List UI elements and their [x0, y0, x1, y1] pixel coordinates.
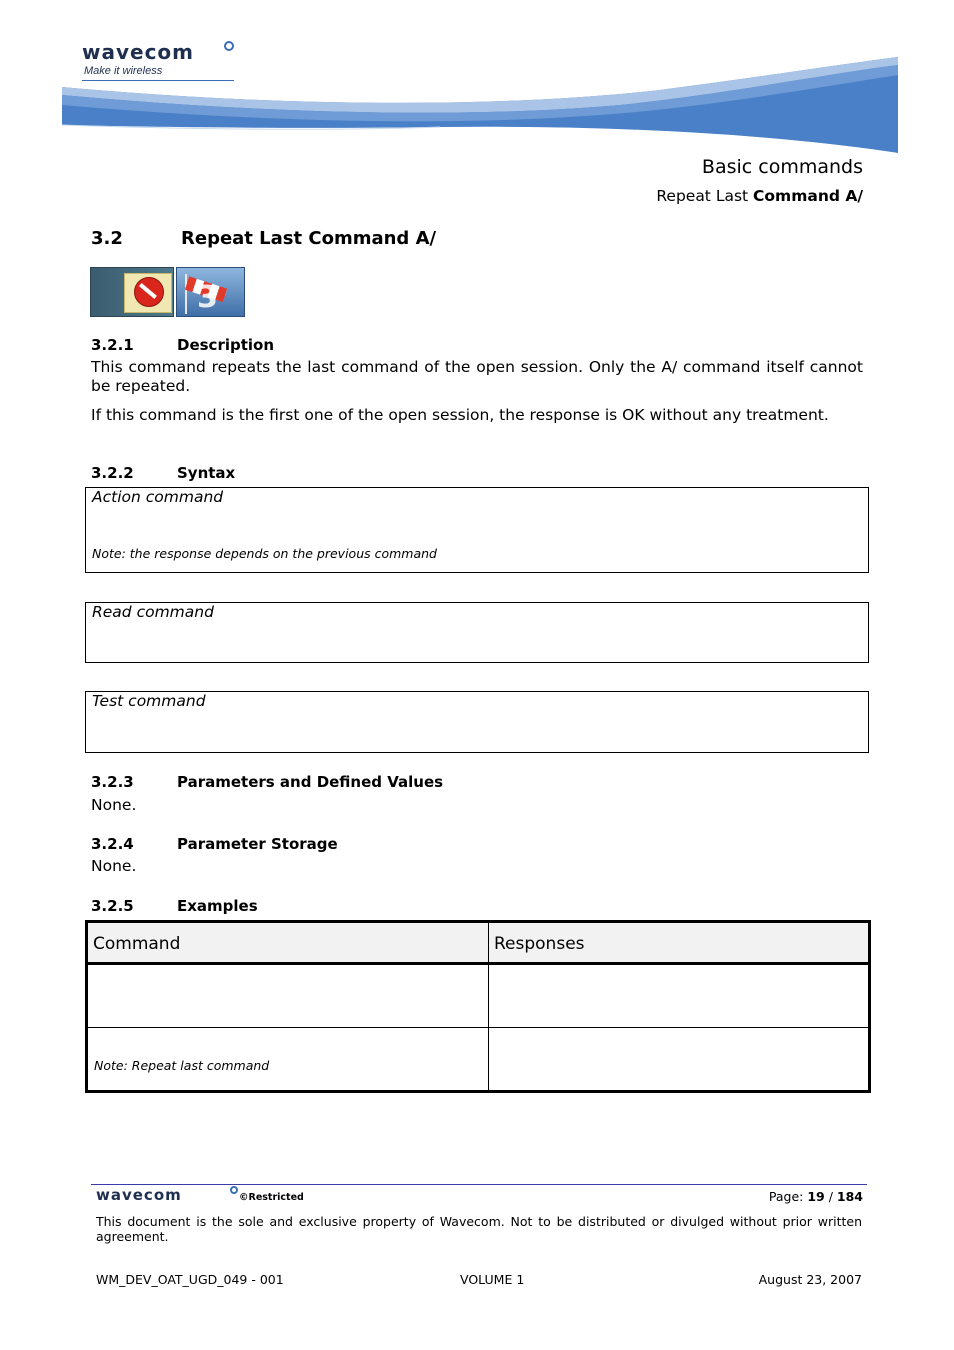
subsection-title-description: Description	[177, 336, 275, 354]
running-header-section-prefix: Repeat Last	[656, 187, 754, 205]
subsection-number-description: 3.2.1	[91, 336, 134, 354]
examples-cell-command-1	[87, 964, 489, 1028]
section-number: 3.2	[91, 228, 123, 249]
footer-brand-name: wavecom	[96, 1186, 182, 1204]
footer-page-separator: /	[824, 1189, 837, 1204]
footer-restricted: ©Restricted	[239, 1192, 304, 1203]
examples-header-responses-label: Responses	[494, 934, 585, 954]
windsock-icon	[176, 267, 245, 317]
examples-header-row	[87, 922, 870, 964]
parameters-text: None.	[91, 796, 137, 814]
examples-note: Note: Repeat last command	[94, 1058, 270, 1073]
test-command-box	[85, 691, 869, 753]
footer-page-label: Page:	[768, 1189, 808, 1204]
subsection-title-syntax: Syntax	[177, 464, 236, 482]
action-command-label: Action command	[92, 488, 224, 506]
read-command-box	[85, 602, 869, 663]
subsection-number-examples: 3.2.5	[91, 897, 134, 915]
no-entry-icon	[90, 267, 174, 317]
footer-volume: VOLUME 1	[460, 1272, 525, 1287]
subsection-number-storage: 3.2.4	[91, 835, 134, 853]
subsection-title-examples: Examples	[177, 897, 258, 915]
examples-header-command-label: Command	[93, 934, 181, 954]
examples-cell-response-2	[489, 1028, 870, 1092]
subsection-title-storage: Parameter Storage	[177, 835, 338, 853]
storage-text: None.	[91, 857, 137, 875]
running-header-section-bold: Command A/	[753, 187, 863, 205]
subsection-title-parameters: Parameters and Defined Values	[177, 773, 444, 791]
examples-cell-response-1	[489, 964, 870, 1028]
test-command-label: Test command	[92, 692, 206, 710]
description-paragraph-1: This command repeats the last command of the open session. Only the A/ command itself cannot be repeated.	[91, 358, 863, 395]
header-wave	[60, 55, 900, 155]
table-row	[87, 1028, 870, 1092]
examples-table	[85, 920, 871, 1093]
subsection-number-parameters: 3.2.3	[91, 773, 134, 791]
footer-brand-swirl-icon	[230, 1186, 238, 1194]
brand-swirl-icon	[224, 41, 234, 51]
read-command-label: Read command	[92, 603, 214, 621]
footer-date: August 23, 2007	[758, 1272, 862, 1287]
footer-notice: This document is the sole and exclusive property of Wavecom. Not to be distributed or divulged without prior written agreement.	[96, 1214, 862, 1244]
footer-rule	[91, 1184, 867, 1185]
action-command-note: Note: the response depends on the previous command	[92, 546, 437, 561]
description-paragraph-2: If this command is the first one of the open session, the response is OK without any treatment.	[91, 406, 829, 424]
action-command-box	[85, 487, 869, 573]
running-header-chapter: Basic commands	[701, 156, 863, 178]
section-title: Repeat Last Command A/	[181, 228, 437, 249]
examples-header-command	[87, 922, 489, 964]
footer-page	[769, 1189, 863, 1204]
footer-doc-ref: WM_DEV_OAT_UGD_049 - 001	[96, 1272, 284, 1287]
subsection-number-syntax: 3.2.2	[91, 464, 134, 482]
windsock-digit: 3	[197, 280, 218, 315]
footer-page-current: 19	[807, 1189, 825, 1204]
table-row	[87, 964, 870, 1028]
examples-header-responses	[489, 922, 870, 964]
brand-name: wavecom	[82, 40, 195, 64]
brand-tagline: Make it wireless	[84, 65, 163, 77]
examples-cell-command-2	[87, 1028, 489, 1092]
running-header-section	[656, 187, 863, 205]
footer-page-total: 184	[836, 1189, 863, 1204]
